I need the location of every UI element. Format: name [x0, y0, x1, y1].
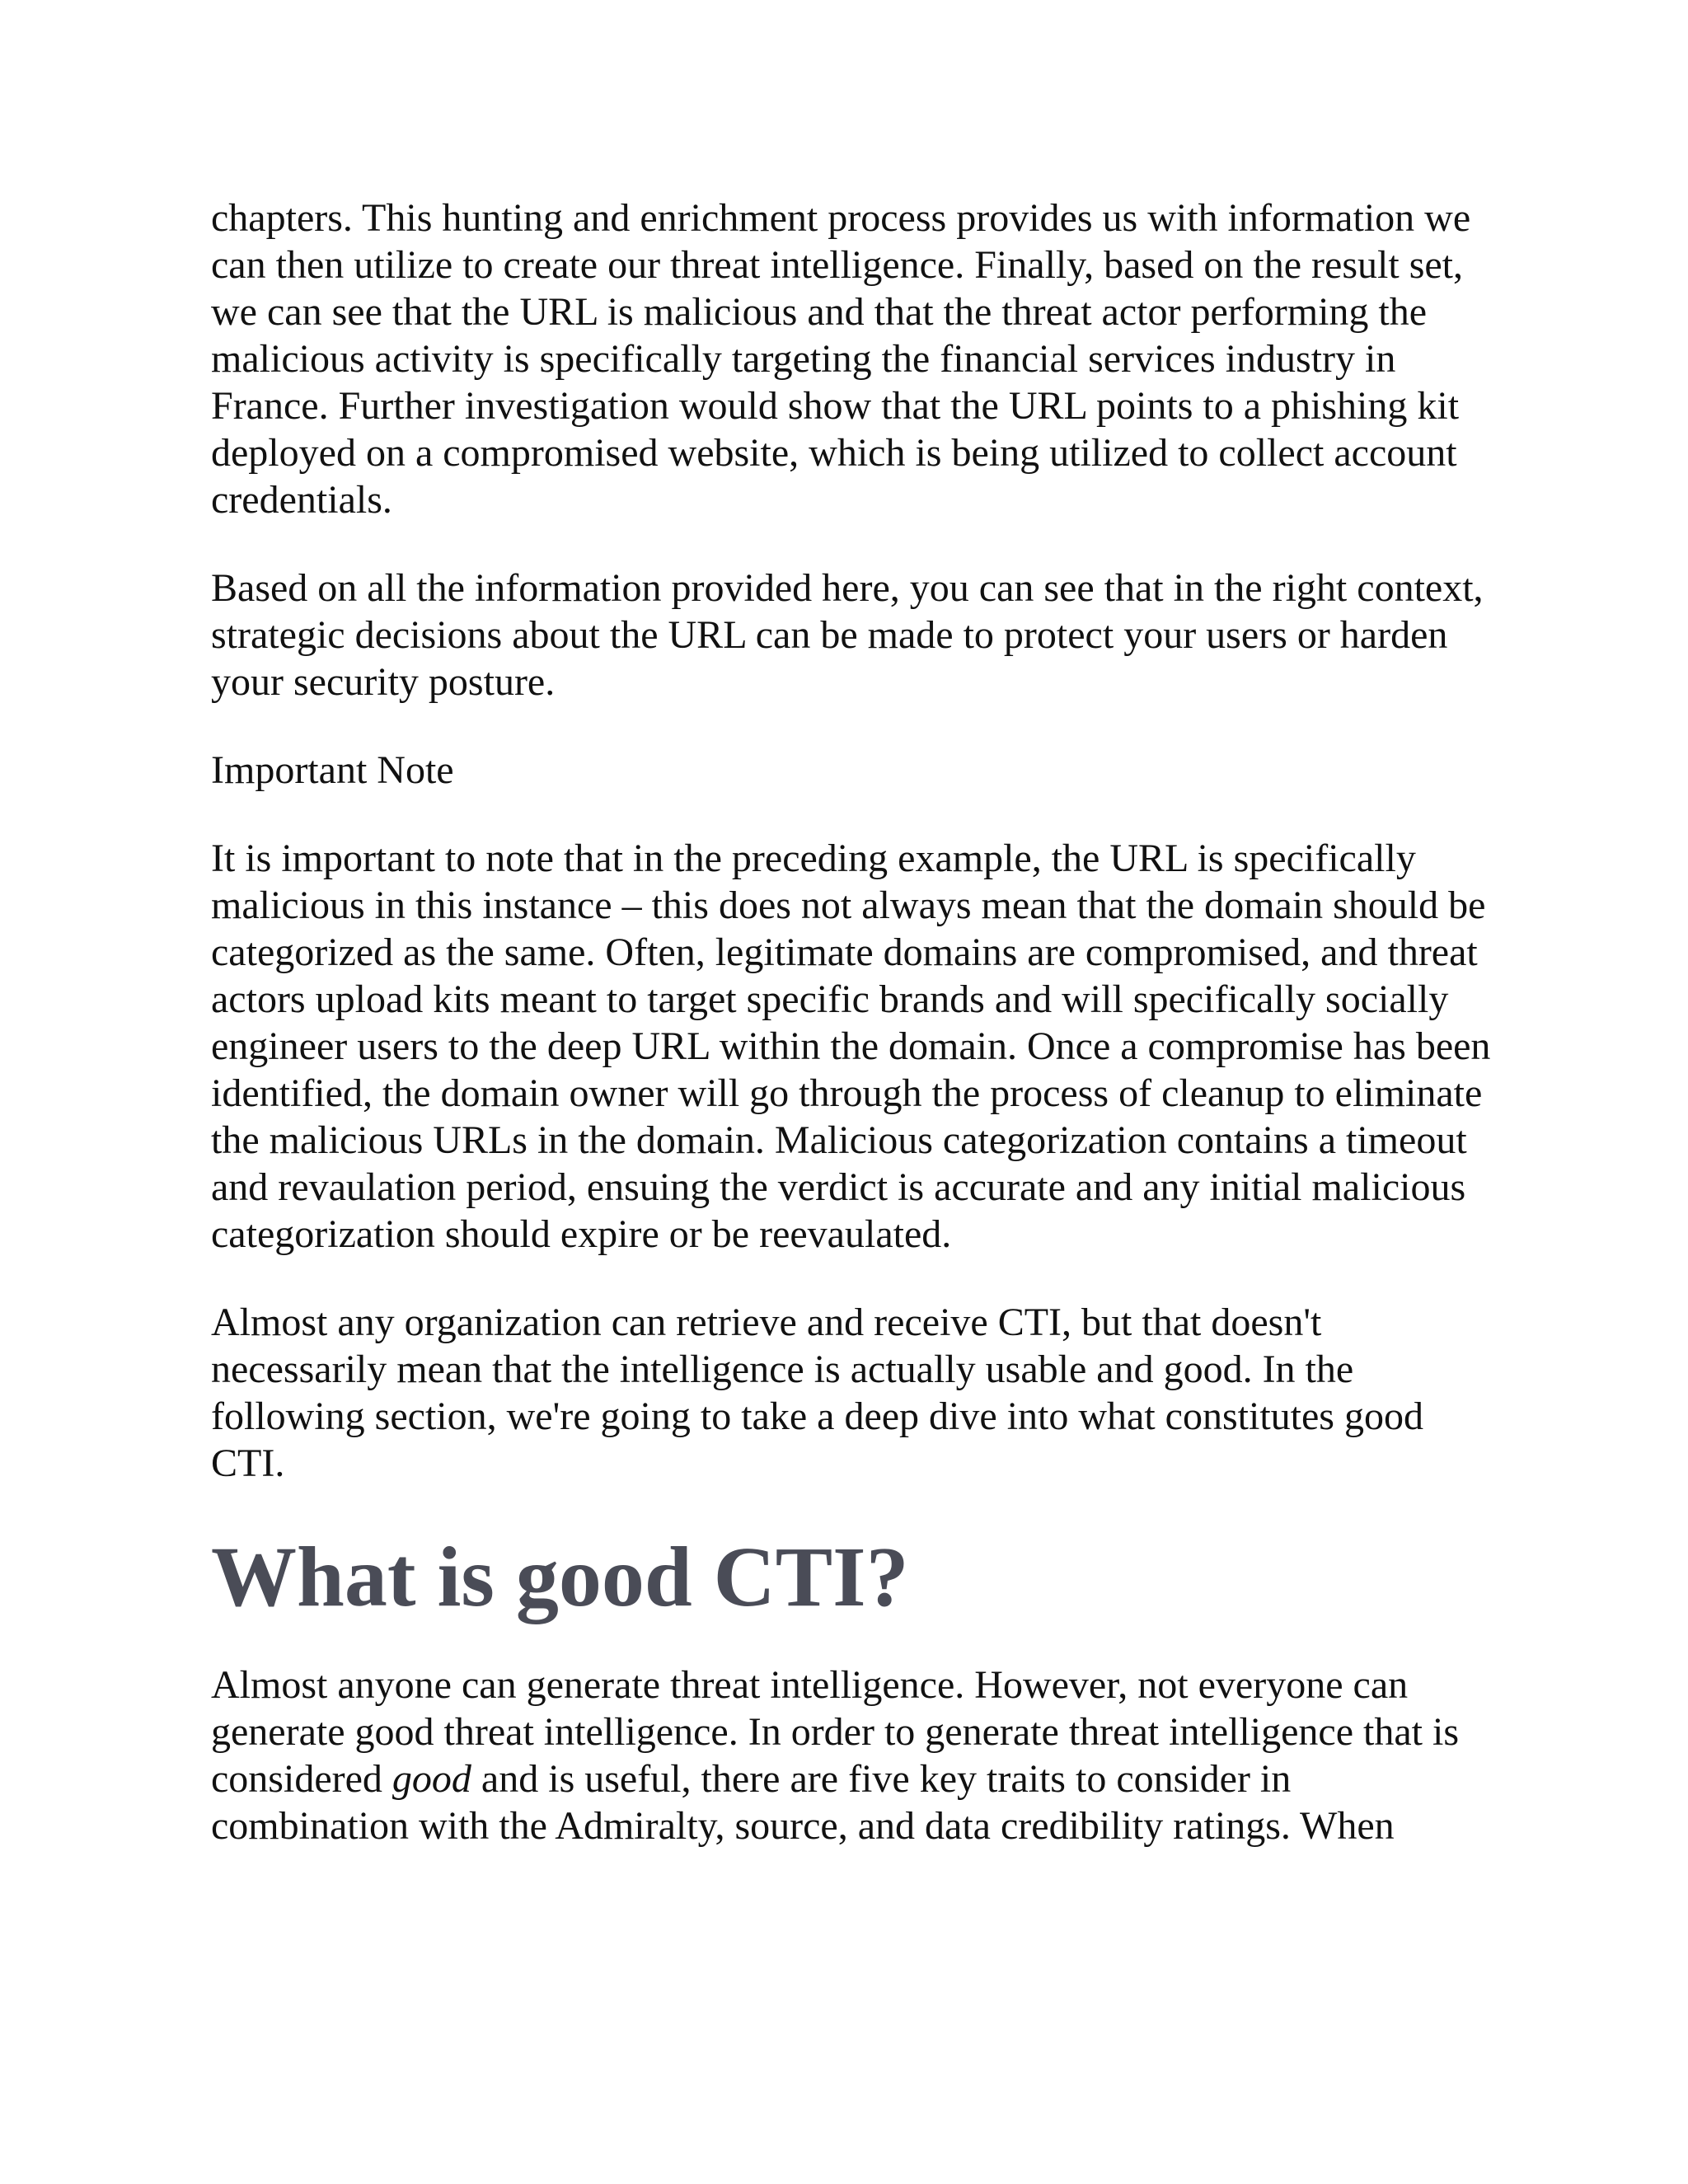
emphasis-good: good	[392, 1757, 471, 1801]
paragraph-important-note: It is important to note that in the preceding example, the URL is specifically malicious in this instance – this does not always mean that the domain should be categorized as the same. Often, legitimate domains are compromised, and threat actors upload kits meant to target specific brands and will specifically socially engineer users to the deep URL within the domain. Once a compromise has been identified, the domain owner will go through the process of cleanup to eliminate the malicious URLs in the domain. Malicious categorization contains a timeout and revaulation period, ensuing the verdict is accurate and any initial malicious categorization should expire or be reevaulated.	[211, 837, 1491, 1256]
paragraph-hunting-enrichment: chapters. This hunting and enrichment process provides us with information we can then utilize to create our threat intelligence. Finally, based on the result set, we can see that the URL is malicious and that the threat actor performing the malicious activity is specifically targeting the financial services industry in France. Further investigation would show that the URL points to a phishing kit deployed on a compromised website, which is being utilized to collect account credentials.	[211, 196, 1471, 522]
section-heading: What is good CTI?	[211, 1530, 909, 1624]
document-page	[211, 194, 1497, 1849]
important-note-label: Important Note	[211, 748, 454, 792]
paragraph-strategic-decisions: Based on all the information provided here, you can see that in the right context, strategic decisions about the URL can be made to protect your users or harden your security posture.	[211, 566, 1484, 704]
paragraph-text-end: and is useful, there are five key traits to consider in combination with the Admiralty, source, and data credibility ratings. When	[211, 1757, 1395, 1848]
paragraph-good-threat-intelligence	[211, 1661, 1497, 1849]
paragraph-cti-usable: Almost any organization can retrieve and receive CTI, but that doesn't necessarily mean that the intelligence is actually usable and good. In the following section, we're going to take a deep dive into what constitutes good CTI.	[211, 1301, 1423, 1485]
paragraph-text-start: Almost anyone can generate threat intelligence. However, not everyone can generate good threat intelligence. In order to generate threat intelligence that is considered	[211, 1663, 1459, 1801]
